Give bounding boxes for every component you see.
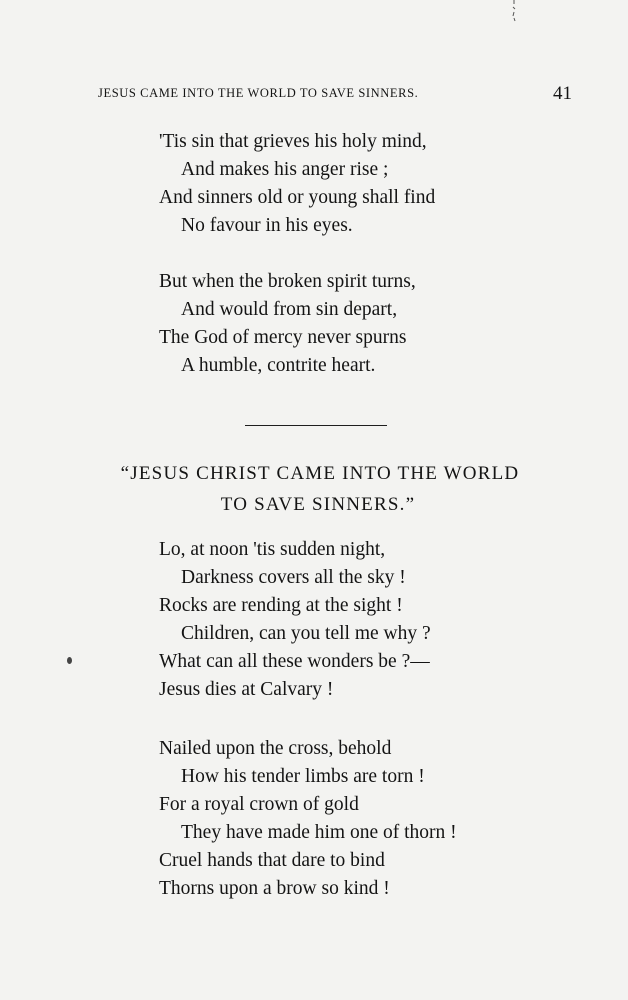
poem-line: 'Tis sin that grieves his holy mind, bbox=[159, 131, 427, 152]
poem-line: No favour in his eyes. bbox=[181, 215, 353, 236]
poem2-stanza-2 bbox=[159, 735, 457, 903]
poem-line: Nailed upon the cross, behold bbox=[159, 738, 392, 759]
poem-line: Thorns upon a brow so kind ! bbox=[159, 878, 390, 899]
poem-line: A humble, contrite heart. bbox=[181, 355, 376, 376]
poem-line: But when the broken spirit turns, bbox=[159, 271, 416, 292]
poem1-stanza-1 bbox=[159, 128, 435, 240]
poem-title-line-1: “JESUS CHRIST CAME INTO THE WORLD bbox=[120, 463, 520, 484]
running-title: JESUS CAME INTO THE WORLD TO SAVE SINNERS. bbox=[98, 86, 419, 100]
poem1-stanza-2 bbox=[159, 268, 416, 380]
poem-line: Lo, at noon 'tis sudden night, bbox=[159, 539, 386, 560]
poem-line: For a royal crown of gold bbox=[159, 794, 359, 815]
poem-line: What can all these wonders be ?— bbox=[159, 651, 430, 672]
poem-line: Children, can you tell me why ? bbox=[181, 623, 431, 644]
poem-line: Rocks are rending at the sight ! bbox=[159, 595, 403, 616]
poem2-stanza-1 bbox=[159, 536, 431, 704]
poem-line: Darkness covers all the sky ! bbox=[181, 567, 406, 588]
page-number: 41 bbox=[553, 83, 572, 104]
poem-line: Jesus dies at Calvary ! bbox=[159, 679, 334, 700]
poem-line: The God of mercy never spurns bbox=[159, 327, 407, 348]
page-edge-mark bbox=[511, 0, 517, 22]
section-divider bbox=[245, 425, 387, 426]
poem-line: Cruel hands that dare to bind bbox=[159, 850, 385, 871]
poem-line: And would from sin depart, bbox=[181, 299, 398, 320]
running-head bbox=[98, 83, 578, 104]
poem-title-line-2: TO SAVE SINNERS.” bbox=[220, 494, 416, 515]
ink-speck bbox=[67, 657, 72, 664]
poem-line: They have made him one of thorn ! bbox=[181, 822, 457, 843]
poem-line: How his tender limbs are torn ! bbox=[181, 766, 425, 787]
poem-line: And makes his anger rise ; bbox=[181, 159, 389, 180]
poem-line: And sinners old or young shall find bbox=[159, 187, 436, 208]
